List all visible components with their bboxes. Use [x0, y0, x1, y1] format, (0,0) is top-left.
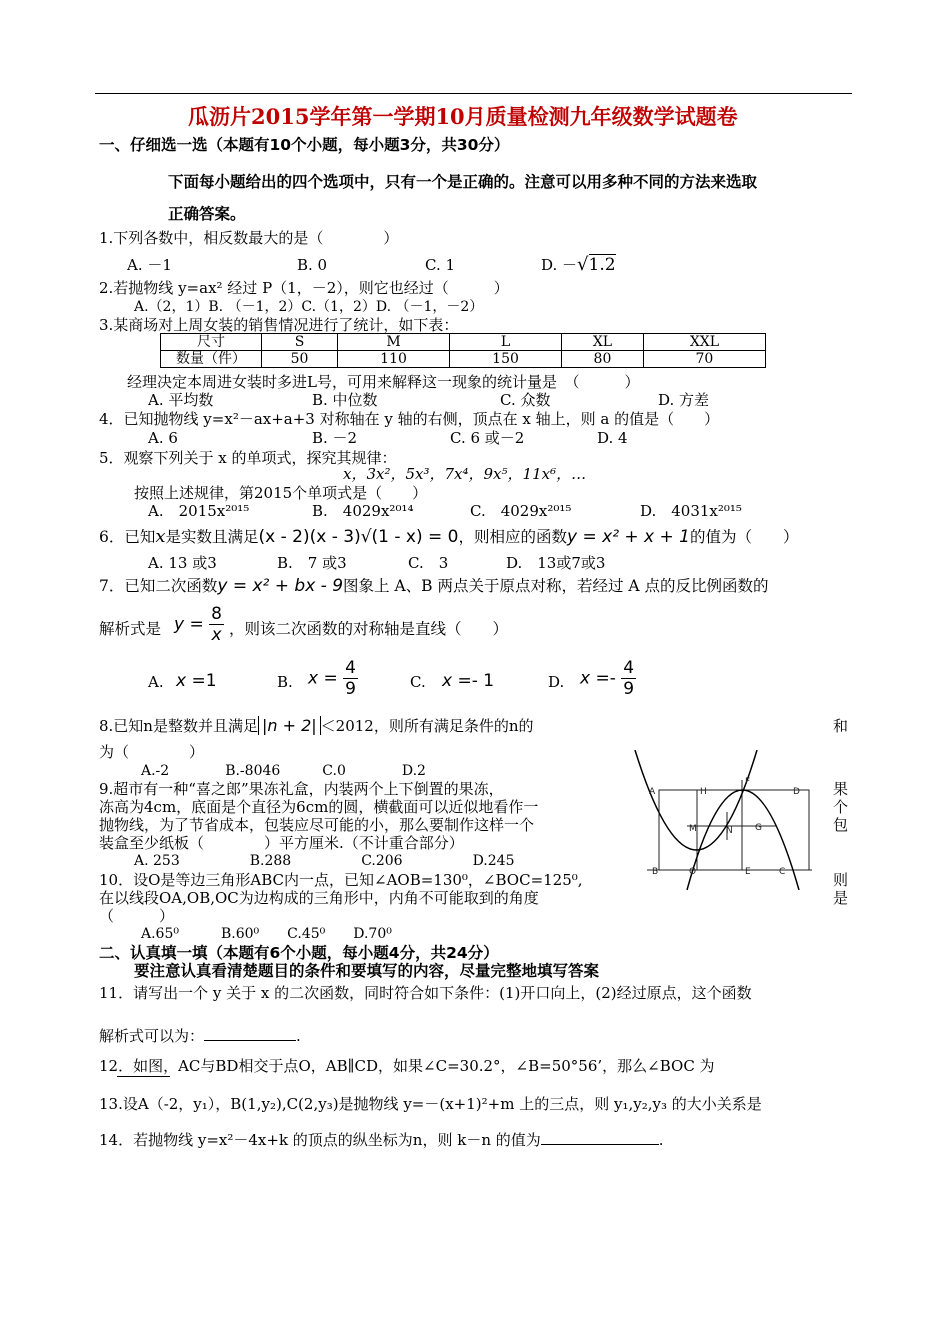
section1-note2: 正确答案。: [168, 205, 246, 223]
q4-stem: 4．已知抛物线 y=x²－ax+a+3 对称轴在 y 轴的右侧，顶点在 x 轴上，则 a 的值是（ ）: [99, 410, 720, 428]
q8-options: A.-2 B.-8046 C.0 D.2: [141, 763, 426, 779]
q4-option-d: D. 4: [597, 429, 628, 447]
q6-option-d: D. 13或7或3: [506, 554, 606, 572]
label-c: C: [779, 867, 786, 877]
q9-line4: 装盒至少纸板（ ）平方厘米.（不计重合部分）: [99, 834, 464, 852]
jelly-box-figure: [627, 750, 817, 890]
section2-heading: 二、认真填一填（本题有6个小题，每小题4分，共24分）: [99, 944, 499, 962]
q7-stem: 7．已知二次函数y = x² + bx - 9图象上 A、B 两点关于原点对称，若经过 A 点的反比例函数的: [99, 576, 769, 596]
q7-option-d: x =- $\frac{4}{9}$: [580, 658, 635, 699]
q8-he: 和: [833, 717, 849, 735]
q5-sequence: x，3x²，5x³，7x⁴，9x⁵，11x⁶，…: [343, 465, 587, 483]
section1-note1: 下面每小题给出的四个选项中，只有一个是正确的。注意可以用多种不同的方法来选取: [168, 173, 758, 191]
q1-option-c: C. 1: [425, 256, 456, 274]
q8-wei: 为（ ）: [99, 743, 205, 761]
q1-option-a: A. －1: [127, 256, 172, 274]
q5-stem: 5．观察下列关于 x 的单项式，探究其规律：: [99, 449, 397, 467]
q7-option-b-label: B.: [277, 673, 293, 691]
q11-blank: [204, 1040, 296, 1041]
q4-option-a: A. 6: [148, 429, 178, 447]
label-m: M: [689, 824, 697, 834]
label-o: O: [689, 867, 697, 877]
q12-blank: [117, 1076, 170, 1077]
section1-heading: 一、仔细选一选（本题有10个小题，每小题3分，共30分）: [99, 136, 510, 154]
q7-line2-rest: ，则该二次函数的对称轴是直线（ ）: [229, 620, 509, 638]
top-rule: [95, 93, 852, 94]
q12-line1: 12．如图，AC与BD相交于点O，AB∥CD，如果∠C=30.2°，∠B=50°56’，那么∠BOC 为: [99, 1057, 715, 1075]
q3-option-a: A. 平均数: [148, 391, 214, 409]
label-h: H: [700, 787, 707, 797]
table-cell: M: [338, 334, 450, 351]
q14-blank: [541, 1144, 659, 1145]
table-cell: 50: [262, 351, 338, 368]
label-f: F: [745, 777, 751, 787]
label-b: B: [652, 867, 659, 877]
q7-option-a: x =1: [176, 671, 217, 691]
q5-option-a: A. 2015x²⁰¹⁵: [148, 502, 250, 520]
table-row: [161, 334, 766, 351]
q10-line1: 10．设O是等边三角形ABC内一点，已知∠AOB=130⁰，∠BOC=125⁰,: [99, 871, 583, 889]
q9-line3: 抛物线，为了节省成本，包装应尽可能的小，那么要制作这样一个: [99, 816, 535, 834]
q5-text: 按照上述规律，第2015个单项式是（ ）: [134, 484, 428, 502]
table-row: [161, 351, 766, 368]
q9-right2: 个: [833, 798, 849, 816]
q7-function: y = x² + bx - 9: [217, 576, 344, 596]
q9-line2: 冻高为4cm，底面是个直径为6cm的圆，横截面可以近似地看作一: [99, 798, 539, 816]
q3-text: 经理决定本周进女装时多进L号，可用来解释这一现象的统计量是 （ ）: [127, 373, 640, 391]
q9-right3: 包: [833, 816, 849, 834]
q10-line2: 在以线段OA,OB,OC为边构成的三角形中，内角不可能取到的角度: [99, 889, 539, 907]
q4-option-b: B. －2: [312, 429, 358, 447]
q7-option-c-label: C.: [410, 673, 426, 691]
q7-option-a-label: A.: [148, 673, 164, 691]
q13-line1: 13.设A（-2，y₁），B(1,y₂),C(2,y₃)是抛物线 y=－(x+1)²+m 上的三点，则 y₁,y₂,y₃ 的大小关系是: [99, 1095, 762, 1113]
q6-condition: (x - 2)(x - 3)√(1 - x) = 0: [258, 527, 459, 547]
parabola-up: [635, 750, 757, 850]
q6-stem: 6．已知x是实数且满足(x - 2)(x - 3)√(1 - x) = 0，则相应的函数y = x² + x + 1的值为（ ）: [99, 526, 799, 547]
table-cell: 尺寸: [161, 334, 262, 351]
table-cell: 80: [562, 351, 644, 368]
q7-option-b: x = $\frac{4}{9}$: [308, 658, 356, 699]
q9-options: A. 253 B.288 C.206 D.245: [134, 853, 515, 869]
q11-line2: 解析式可以为： .: [99, 1027, 301, 1045]
q3-stem: 3.某商场对上周女装的销售情况进行了统计，如下表：: [99, 316, 459, 334]
q1-option-b: B. 0: [297, 256, 328, 274]
q7-option-d-label: D.: [548, 673, 565, 691]
q3-option-d: D. 方差: [658, 391, 710, 409]
sales-table: [160, 333, 766, 368]
q4-option-c: C. 6 或－2: [450, 429, 525, 447]
q14-line1: 14．若抛物线 y=x²－4x+k 的顶点的纵坐标为n，则 k－n 的值为 .: [99, 1131, 664, 1149]
q10-options: A.65⁰ B.60⁰ C.45⁰ D.70⁰: [141, 926, 392, 942]
q3-option-b: B. 中位数: [312, 391, 378, 409]
q3-option-c: C. 众数: [500, 391, 551, 409]
table-cell: 数量（件）: [161, 351, 262, 368]
q11-line1: 11．请写出一个 y 关于 x 的二次函数，同时符合如下条件：(1)开口向上，(2)经过原点，这个函数: [99, 984, 752, 1002]
q9-right1: 果: [833, 780, 849, 798]
q2-options: A.（2，1）B. （－1，2）C.（1，2）D. （－1，－2）: [134, 299, 484, 315]
q6-option-a: A. 13 或3: [148, 554, 217, 572]
table-cell: 110: [338, 351, 450, 368]
label-e: E: [745, 867, 751, 877]
label-d: D: [793, 787, 800, 797]
q5-option-b: B. 4029x²⁰¹⁴: [312, 502, 414, 520]
q2-stem: 2.若抛物线 y=ax² 经过 P（1，－2），则它也经过（ ）: [99, 279, 509, 297]
q8-abs: |n + 2|: [258, 716, 321, 735]
q5-option-d: D. 4031x²⁰¹⁵: [640, 502, 742, 520]
q1-radicand: 1.2: [588, 255, 616, 275]
q1-option-d: D. －√1.2: [541, 254, 616, 275]
q9-line1: 9.超市有一种“喜之郎”果冻礼盒，内装两个上下倒置的果冻，: [99, 780, 504, 798]
table-cell: 70: [643, 351, 765, 368]
q1-stem: 1.下列各数中，相反数最大的是（ ）: [99, 229, 399, 247]
q7-option-c: x =- 1: [442, 671, 495, 691]
q8-stem: 8.已知n是整数并且满足 |n + 2| ＜2012，则所有满足条件的n的: [99, 716, 534, 735]
label-g: G: [755, 823, 762, 833]
page-title: 瓜沥片2015学年第一学期10月质量检测九年级数学试题卷: [188, 104, 738, 129]
table-cell: XXL: [643, 334, 765, 351]
label-a: A: [649, 787, 656, 797]
q7-fraction: y = $\frac{8}{x}$: [174, 604, 222, 645]
q5-option-c: C. 4029x²⁰¹⁵: [470, 502, 572, 520]
label-n: N: [726, 826, 733, 836]
table-cell: 150: [450, 351, 562, 368]
section2-note: 要注意认真看清楚题目的条件和要填写的内容，尽量完整地填写答案: [134, 962, 600, 980]
table-cell: XL: [562, 334, 644, 351]
q6-option-c: C. 3: [408, 554, 449, 572]
q10-right2: 是: [833, 889, 849, 907]
q10-line3: （ ）: [99, 907, 175, 925]
table-cell: L: [450, 334, 562, 351]
q6-function: y = x² + x + 1: [567, 527, 690, 547]
table-cell: S: [262, 334, 338, 351]
q7-line2: 解析式是: [99, 620, 162, 638]
q6-option-b: B. 7 或3: [277, 554, 347, 572]
q10-right1: 则: [833, 871, 849, 889]
figure-box: [659, 790, 809, 870]
